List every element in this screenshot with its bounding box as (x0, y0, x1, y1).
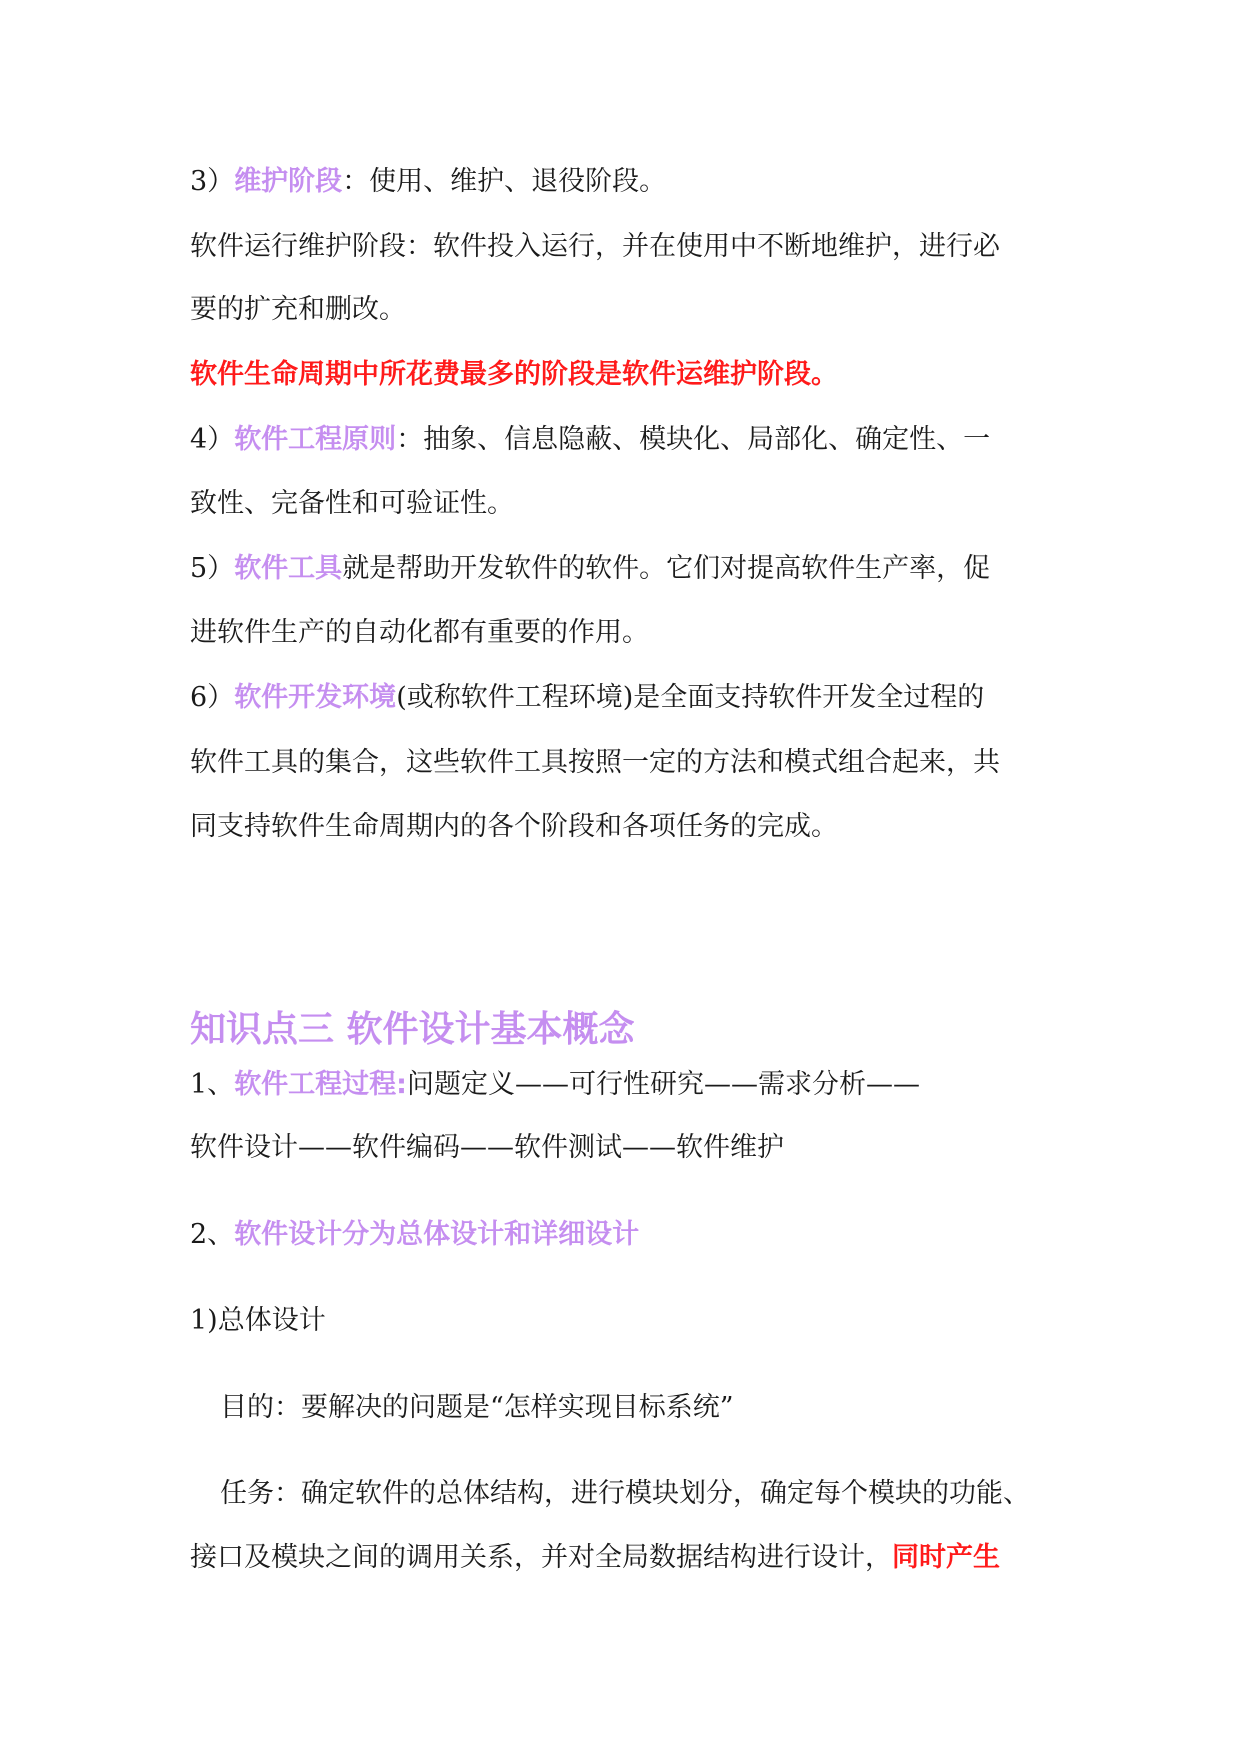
paragraph-line: 致性、完备性和可验证性。 (190, 488, 514, 519)
paragraph-environment (190, 678, 984, 718)
item-number: 3） (190, 166, 235, 197)
paragraph-line: 要的扩充和删改。 (190, 294, 406, 325)
subheading-overall-design: 1)总体设计 (190, 1305, 326, 1336)
emphasis-statement: 软件生命周期中所花费最多的阶段是软件运维护阶段。 (190, 359, 838, 390)
paragraph-maintenance-stage (190, 162, 666, 202)
paragraph-purpose: 目的：要解决的问题是“怎样实现目标系统” (220, 1392, 734, 1423)
paragraph-principles (190, 420, 990, 460)
paragraph-task-continued (190, 1538, 1000, 1578)
highlight-term: 软件工程过程: (234, 1069, 407, 1100)
item-number: 4） (190, 424, 235, 455)
paragraph-line: 软件设计——软件编码——软件测试——软件维护 (190, 1132, 784, 1163)
highlight-term: 软件开发环境 (234, 682, 397, 713)
paragraph-tools (190, 549, 990, 589)
item-number: 1、 (190, 1069, 235, 1100)
paragraph-design-split (190, 1215, 639, 1255)
highlight-term: 软件设计分为总体设计和详细设计 (234, 1219, 640, 1250)
paragraph-task: 任务：确定软件的总体结构，进行模块划分，确定每个模块的功能、 (220, 1478, 1030, 1509)
paragraph-line: 同支持软件生命周期内的各个阶段和各项任务的完成。 (190, 811, 838, 842)
highlight-term: 软件工程原则 (234, 424, 397, 455)
paragraph-text: 问题定义——可行性研究——需求分析—— (407, 1069, 920, 1100)
paragraph-line: 软件运行维护阶段：软件投入运行，并在使用中不断地维护，进行必 (190, 231, 1000, 262)
paragraph-text: 接口及模块之间的调用关系，并对全局数据结构进行设计， (190, 1542, 892, 1573)
paragraph-text: 就是帮助开发软件的软件。它们对提高软件生产率，促 (342, 553, 991, 584)
paragraph-process (190, 1065, 920, 1105)
paragraph-line: 软件工具的集合，这些软件工具按照一定的方法和模式组合起来，共 (190, 747, 1000, 778)
section-heading: 知识点三 软件设计基本概念 (190, 1009, 635, 1050)
paragraph-text: ：使用、维护、退役阶段。 (342, 166, 667, 197)
highlight-term: 维护阶段 (234, 166, 343, 197)
paragraph-text: ：抽象、信息隐蔽、模块化、局部化、确定性、一 (396, 424, 991, 455)
item-number: 6） (190, 682, 235, 713)
highlight-term: 软件工具 (234, 553, 343, 584)
paragraph-text: (或称软件工程环境)是全面支持软件开发全过程的 (396, 682, 985, 713)
paragraph-line: 进软件生产的自动化都有重要的作用。 (190, 617, 649, 648)
emphasis-text: 同时产生 (892, 1542, 1000, 1573)
item-number: 2、 (190, 1219, 235, 1250)
item-number: 5） (190, 553, 235, 584)
